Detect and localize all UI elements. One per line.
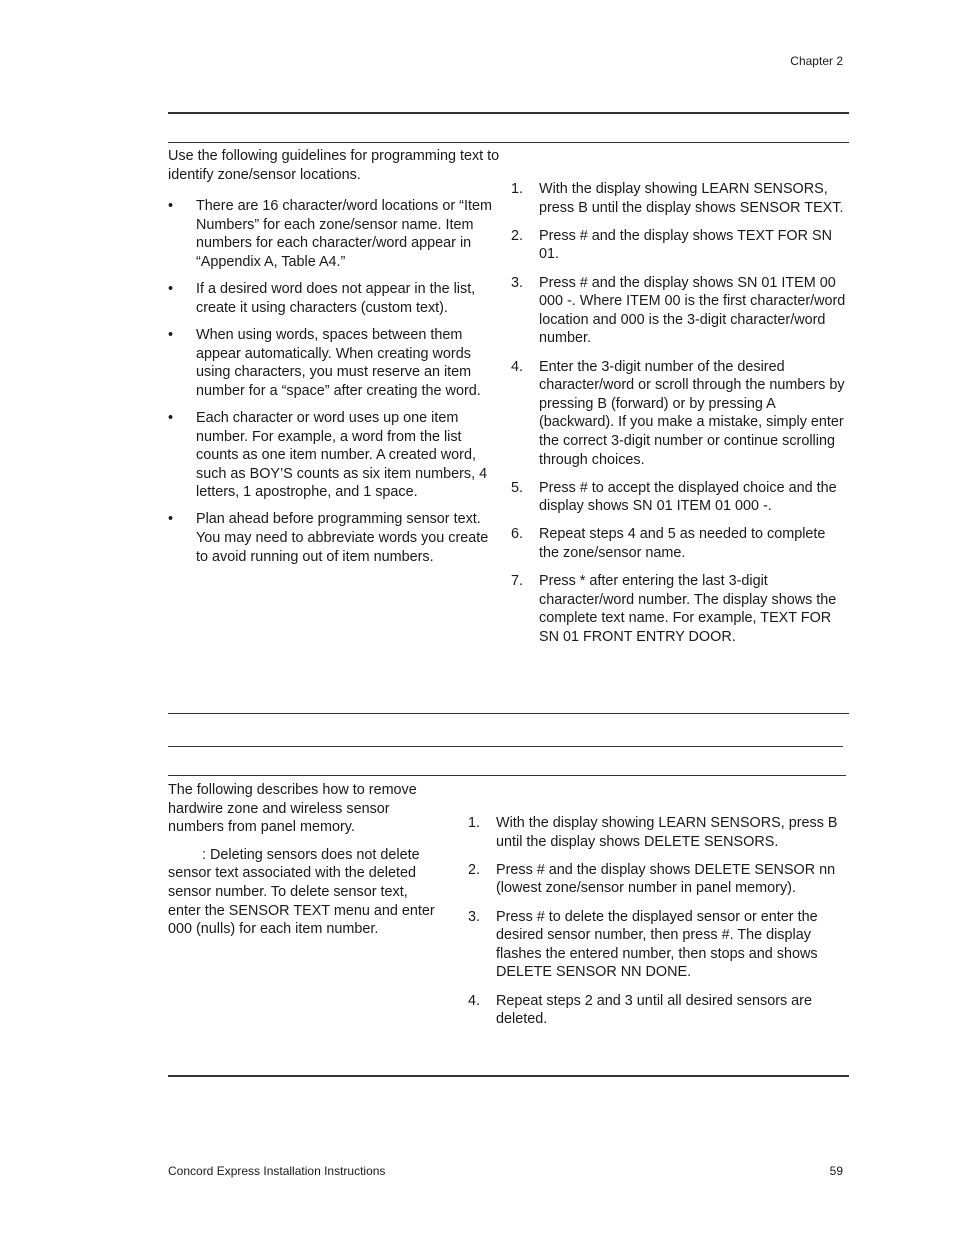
section-end-rule [168, 713, 849, 714]
step-item [511, 525, 847, 562]
list-item [168, 409, 501, 502]
step-number: 4. [511, 358, 524, 375]
step-item [468, 814, 848, 851]
step-number: 7. [511, 573, 524, 590]
bullet-marker: • [168, 281, 174, 298]
step-text: Press * after entering the last 3-digit character/word number. The display shows the complete text name. For example, TEXT FOR SN 01 FRONT ENTRY DOOR. [539, 573, 837, 646]
bullet-marker: • [168, 326, 174, 343]
step-text: Press # and the display shows SN 01 ITEM 00 000 -. Where ITEM 00 is the first character/word location and 000 is the 3-digit character/word number. [539, 274, 846, 347]
list-item-text: Plan ahead before programming sensor text. You may need to abbreviate words you create to avoid running out of item numbers. [196, 511, 489, 565]
footer-title: Concord Express Installation Instructions [168, 1164, 386, 1178]
section2-end-rule [168, 1075, 849, 1077]
sensor-text-steps [511, 180, 847, 647]
step-item [511, 479, 847, 516]
list-item-text: Each character or word uses up one item number. For example, a word from the list counts as one item number. A created word, such as BOY’S counts as six item numbers, 4 letters, 1 apostrophe, and 1 space. [196, 409, 488, 501]
list-item-text: There are 16 character/word locations or “Item Numbers” for each zone/sensor name. Item numbers for each character/word appear in “Appendix A, Table A4.” [196, 198, 492, 270]
bullet-marker: • [168, 511, 174, 528]
list-item [168, 326, 501, 400]
section2-header-rule [168, 775, 846, 776]
step-text: With the display showing LEARN SENSORS, press B until the display shows SENSOR TEXT. [539, 181, 844, 216]
step-number: 6. [511, 526, 524, 543]
step-item [468, 908, 848, 982]
delete-sensor-steps [468, 814, 848, 1029]
section-top-rule [168, 112, 849, 114]
step-number: 2. [511, 227, 524, 244]
list-item-text: If a desired word does not appear in the list, create it using characters (custom text). [196, 281, 476, 316]
guideline-list [168, 197, 501, 566]
step-text: Repeat steps 4 and 5 as needed to complete the zone/sensor name. [539, 526, 826, 562]
step-item [511, 180, 847, 217]
step-text: With the display showing LEARN SENSORS, press B until the display shows DELETE SENSORS. [496, 815, 838, 850]
step-item [511, 227, 847, 264]
step-text: Enter the 3-digit number of the desired character/word or scroll through the numbers by pressing B (forward) or by pressing A (backward). If you make a mistake, simply enter the correct 3-digit number or continue scrolling through choices. [539, 358, 845, 468]
list-item [168, 510, 501, 566]
list-item [168, 197, 501, 271]
step-item [511, 358, 847, 470]
step-item [468, 861, 848, 898]
step-number: 4. [468, 992, 481, 1009]
list-item [168, 280, 501, 317]
step-number: 1. [511, 181, 524, 197]
step-text: Press # and the display shows TEXT FOR SN 01. [539, 227, 832, 263]
step-text: Repeat steps 2 and 3 until all desired sensors are deleted. [496, 992, 812, 1028]
step-number: 3. [511, 274, 524, 291]
step-text: Press # to accept the displayed choice and the display shows SN 01 ITEM 01 000 -. [539, 479, 837, 515]
step-number: 1. [468, 815, 481, 831]
section2-note [168, 846, 440, 939]
section1-intro: Use the following guidelines for programming text to identify zone/sensor locations. [168, 148, 500, 183]
note-text: : Deleting sensors does not delete sensor text associated with the deleted sensor number. To delete sensor text, enter the SENSOR TEXT menu and enter 000 (nulls) for each item number. [168, 846, 435, 938]
step-text: Press # and the display shows DELETE SENSOR nn (lowest zone/sensor number in panel memory). [496, 861, 836, 897]
bullet-marker: • [168, 198, 174, 215]
section1-steps [511, 180, 847, 656]
page-number: 59 [829, 1164, 843, 1178]
step-text: Press # to delete the displayed sensor or enter the desired sensor number, then press #. The display flashes the entered number, then stops and shows DELETE SENSOR NN DONE. [496, 908, 818, 981]
step-number: 3. [468, 908, 481, 925]
step-item [511, 572, 847, 646]
section1-guidelines [168, 147, 501, 575]
section-header-rule [168, 142, 849, 143]
section2-intro-block [168, 781, 440, 939]
section2-top-rule [168, 746, 843, 747]
step-number: 2. [468, 861, 481, 878]
step-item [511, 274, 847, 348]
section2-intro: The following describes how to remove hardwire zone and wireless sensor numbers from panel memory. [168, 782, 417, 836]
bullet-marker: • [168, 409, 174, 426]
chapter-label: Chapter 2 [790, 54, 843, 68]
section2-steps [468, 814, 848, 1038]
list-item-text: When using words, spaces between them appear automatically. When creating words using characters, you must reserve an item number for a “space” after creating the word. [196, 326, 481, 399]
step-number: 5. [511, 479, 524, 496]
step-item [468, 992, 848, 1029]
